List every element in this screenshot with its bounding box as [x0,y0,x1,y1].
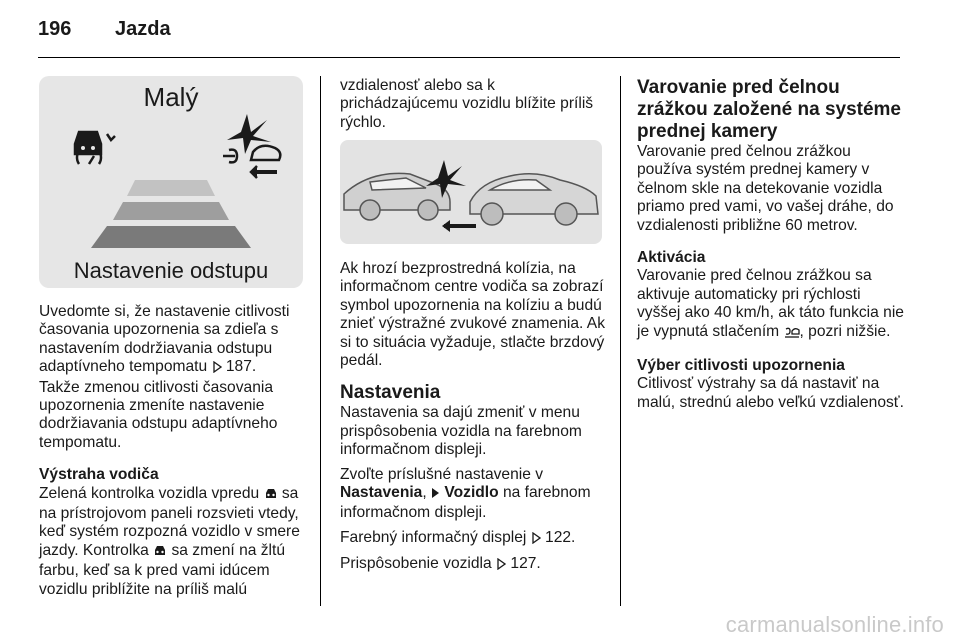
car-front-icon [153,544,167,562]
subheading-driver-warning: Výstraha vodiča [39,466,159,484]
paragraph: vzdialenosť alebo sa k prichádzajúcemu vozidlu blížite príliš rýchlo. [340,77,594,131]
text: sa zmení na žltú farbu, keď sa k pred vami idúcem vozidlu priblížite na príliš malú [39,541,286,598]
distance-setting-figure [39,76,303,288]
subheading-sensitivity: Výber citlivosti upozornenia [637,357,845,375]
page-ref[interactable]: 187. [225,358,257,376]
text: Prispôsobenie vozidla [340,555,492,573]
car-front-icon [264,487,278,505]
header-rule [38,57,900,58]
page-number: 196 [38,18,72,40]
paragraph: Varovanie pred čelnou zrážkou používa systém prednej kamery v čelnom skle na detekovanie vozidla priamo pred vami, vo vašej dráhe, do vzdialenosti približne 60 metrov. [637,143,894,234]
column-1 [39,303,309,599]
paragraph: Zvoľte príslušné nastavenie v Nastavenia, Vozidlo na farebnom informačnom displeji. [340,465,591,522]
column-3 [637,77,905,412]
ref-arrow-icon [496,557,506,575]
collision-illustration [340,140,602,244]
heading-settings: Nastavenia [340,382,441,404]
text: na farebnom informačnom displeji. [340,484,591,522]
paragraph: Citlivosť výstrahy sa dá nastaviť na malú, strednú alebo veľkú vzdialenosť. [637,375,904,411]
distance-bar-near [91,226,251,248]
heading-forward-collision: Varovanie pred čelnou zrážkou založené na systéme prednej kamery [637,77,901,142]
text: Zelená kontrolka vozidla vpredu [39,484,260,502]
paragraph: Ak hrozí bezprostredná kolízia, na informačnom centre vodiča sa zobrazí symbol upozornenia na kolíziu a budú znieť výstražné zvukové znamenia. Ak si to situácia vyžaduje, stlačte brzdový pedál. [340,260,606,370]
distance-setting-icon [784,325,800,343]
figure-caption: Nastavenie odstupu [73,258,269,283]
paragraph [340,529,610,549]
paragraph [340,555,610,575]
column-2 [340,77,606,132]
distance-bar-far [127,180,215,196]
page-ref[interactable]: 122. [545,528,576,546]
distance-bar-medium [113,202,229,220]
text: Varovanie pred čelnou zrážkou sa aktivuje automaticky pri rýchlosti vyššej ako 40 km/h, ak táto funkcia nie je vypnutá stlačením [637,267,904,340]
arrow-left-icon [442,220,450,232]
car-gauge-icon [75,132,115,164]
column-2-lower [340,260,610,576]
menu-arrow-icon [431,486,440,504]
subheading-activation: Aktivácia [637,249,706,267]
paragraph [39,303,309,379]
watermark: carmanualsonline.info [725,612,944,637]
text: , pozri nižšie. [799,322,891,340]
figure-title: Malý [143,82,199,112]
column-divider [320,76,321,606]
paragraph [39,485,309,599]
column-divider [620,76,621,606]
ref-arrow-icon [212,360,222,378]
text: Zvoľte príslušné nastavenie v [340,465,544,483]
paragraph: Nastavenia sa dajú zmeniť v menu prispôsobenia vozidla na farebnom informačnom displeji. [340,404,582,459]
menu-path-vehicle: Vozidlo [444,484,499,502]
paragraph [637,267,905,343]
paragraph: Takže zmenou citlivosti časovania upozornenia zmeníte nastavenie dodržiavania odstupu adaptívneho tempomatu. [39,378,278,451]
text: Uvedomte si, že nastavenie citlivosti časovania upozornenia sa zdieľa s nastavením dodržiavania odstupu adaptívneho tempomatu [39,303,290,376]
ref-arrow-icon [531,531,541,549]
menu-path-settings: Nastavenia [340,484,423,502]
section-title: Jazda [115,18,171,40]
text: sa na prístrojovom paneli rozsvieti vtedy, keď systém rozpozná vozidlo v smere jazdy. Kontrolka [39,484,300,559]
page-ref[interactable]: 127. [510,555,541,573]
text: Farebný informačný displej [340,528,527,546]
collision-alert-icon [223,114,280,178]
